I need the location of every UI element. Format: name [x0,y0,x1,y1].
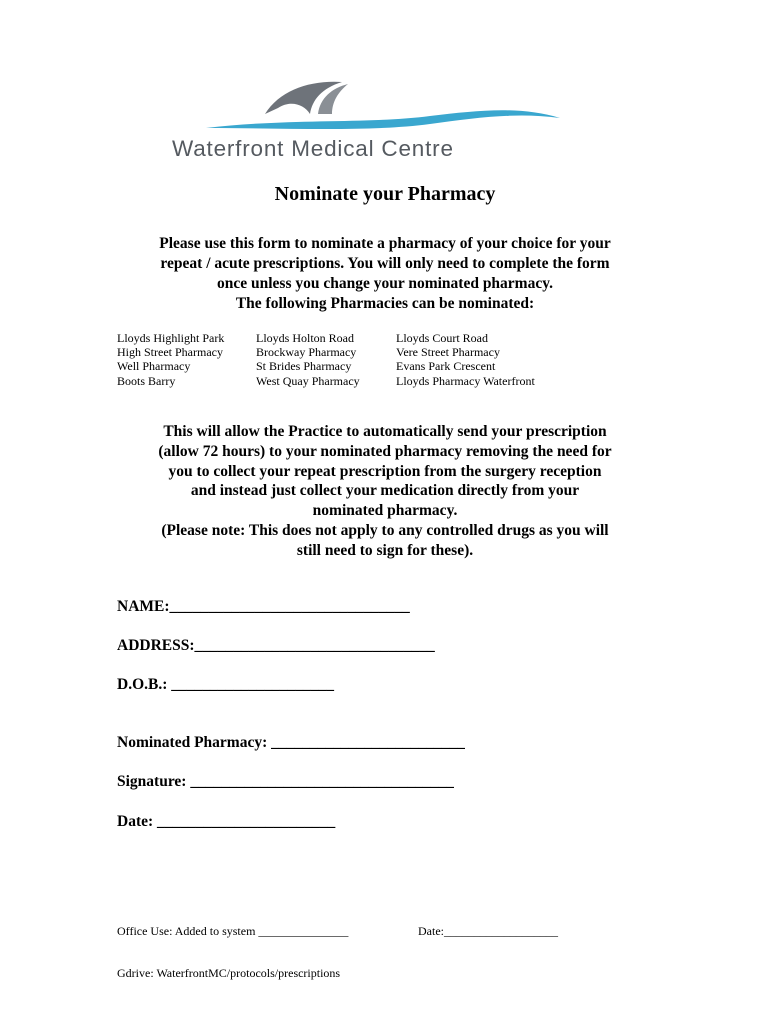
name-field[interactable] [117,598,410,616]
page-title: Nominate your Pharmacy [274,183,496,205]
name-label: NAME: [117,598,170,615]
nominated-pharmacy-field[interactable] [117,734,465,752]
dob-blank-line[interactable]: _____________________ [171,676,334,693]
nominated-pharmacy-label: Nominated Pharmacy: [117,734,272,751]
signature-blank-line[interactable]: __________________________________ [190,773,454,790]
notice-line: nominated pharmacy. [312,502,458,520]
office-use-label: Office Use: Added to system [117,924,259,938]
intro-paragraph [100,234,670,314]
address-blank-line[interactable]: _______________________________ [194,637,435,654]
notice-line: still need to sign for these). [296,541,474,559]
pharmacy-item: Lloyds Court Road [396,331,488,345]
logo-text: Waterfront Medical Centre [172,136,454,161]
intro-line: Please use this form to nominate a pharmacy of your choice for your [159,235,611,252]
pharmacy-item: St Brides Pharmacy [256,359,352,374]
signature-label: Signature: [117,773,191,790]
dob-label: D.O.B.: [117,676,172,693]
intro-line: repeat / acute prescriptions. You will only need to complete the form [160,255,610,272]
address-label: ADDRESS: [117,637,195,654]
notice-line: and instead just collect your medication directly from your [190,482,580,500]
notice-line: (Please note: This does not apply to any controlled drugs as you will [161,521,609,539]
pharmacy-column-1 [117,331,224,388]
office-use-date [418,924,558,939]
pharmacy-item: West Quay Pharmacy [256,373,360,388]
practice-logo [170,78,602,168]
date-label: Date: [117,813,158,830]
date-blank-line[interactable]: _______________________ [157,813,336,830]
wave-fin-logo-icon [170,78,602,138]
file-path-footer: Gdrive: WaterfrontMC/protocols/prescriptions [117,966,341,980]
pharmacy-item: Brockway Pharmacy [256,345,357,360]
dob-field[interactable] [117,676,334,694]
name-blank-line[interactable]: _______________________________ [169,598,410,615]
pharmacy-item: High Street Pharmacy [117,345,223,360]
pharmacy-column-2 [256,331,360,388]
address-field[interactable] [117,637,435,655]
date-field[interactable] [117,813,335,831]
pharmacy-item: Vere Street Pharmacy [396,345,500,360]
pharmacy-item: Lloyds Holton Road [256,331,354,345]
office-date-label: Date: [418,924,444,938]
pharmacy-item: Well Pharmacy [117,359,191,374]
office-date-blank-line[interactable]: ___________________ [444,924,558,938]
nominated-pharmacy-blank-line[interactable]: _________________________ [271,734,465,751]
notice-line: you to collect your repeat prescription from the surgery reception [168,462,602,480]
notice-paragraph [80,422,690,561]
pharmacy-column-3 [396,331,535,388]
office-use-blank-line[interactable]: _______________ [258,924,349,938]
pharmacy-item: Lloyds Highlight Park [117,331,225,345]
office-use-added [117,924,348,939]
pharmacy-item: Evans Park Crescent [396,359,496,374]
pharmacy-item: Boots Barry [117,373,176,388]
intro-line: The following Pharmacies can be nominated: [235,295,535,312]
notice-line: This will allow the Practice to automatically send your prescription [163,423,607,440]
intro-line: once unless you change your nominated pharmacy. [216,275,553,292]
pharmacy-item: Lloyds Pharmacy Waterfront [396,373,535,388]
notice-line: (allow 72 hours) to your nominated pharmacy removing the need for [158,442,612,460]
signature-field[interactable] [117,773,454,791]
